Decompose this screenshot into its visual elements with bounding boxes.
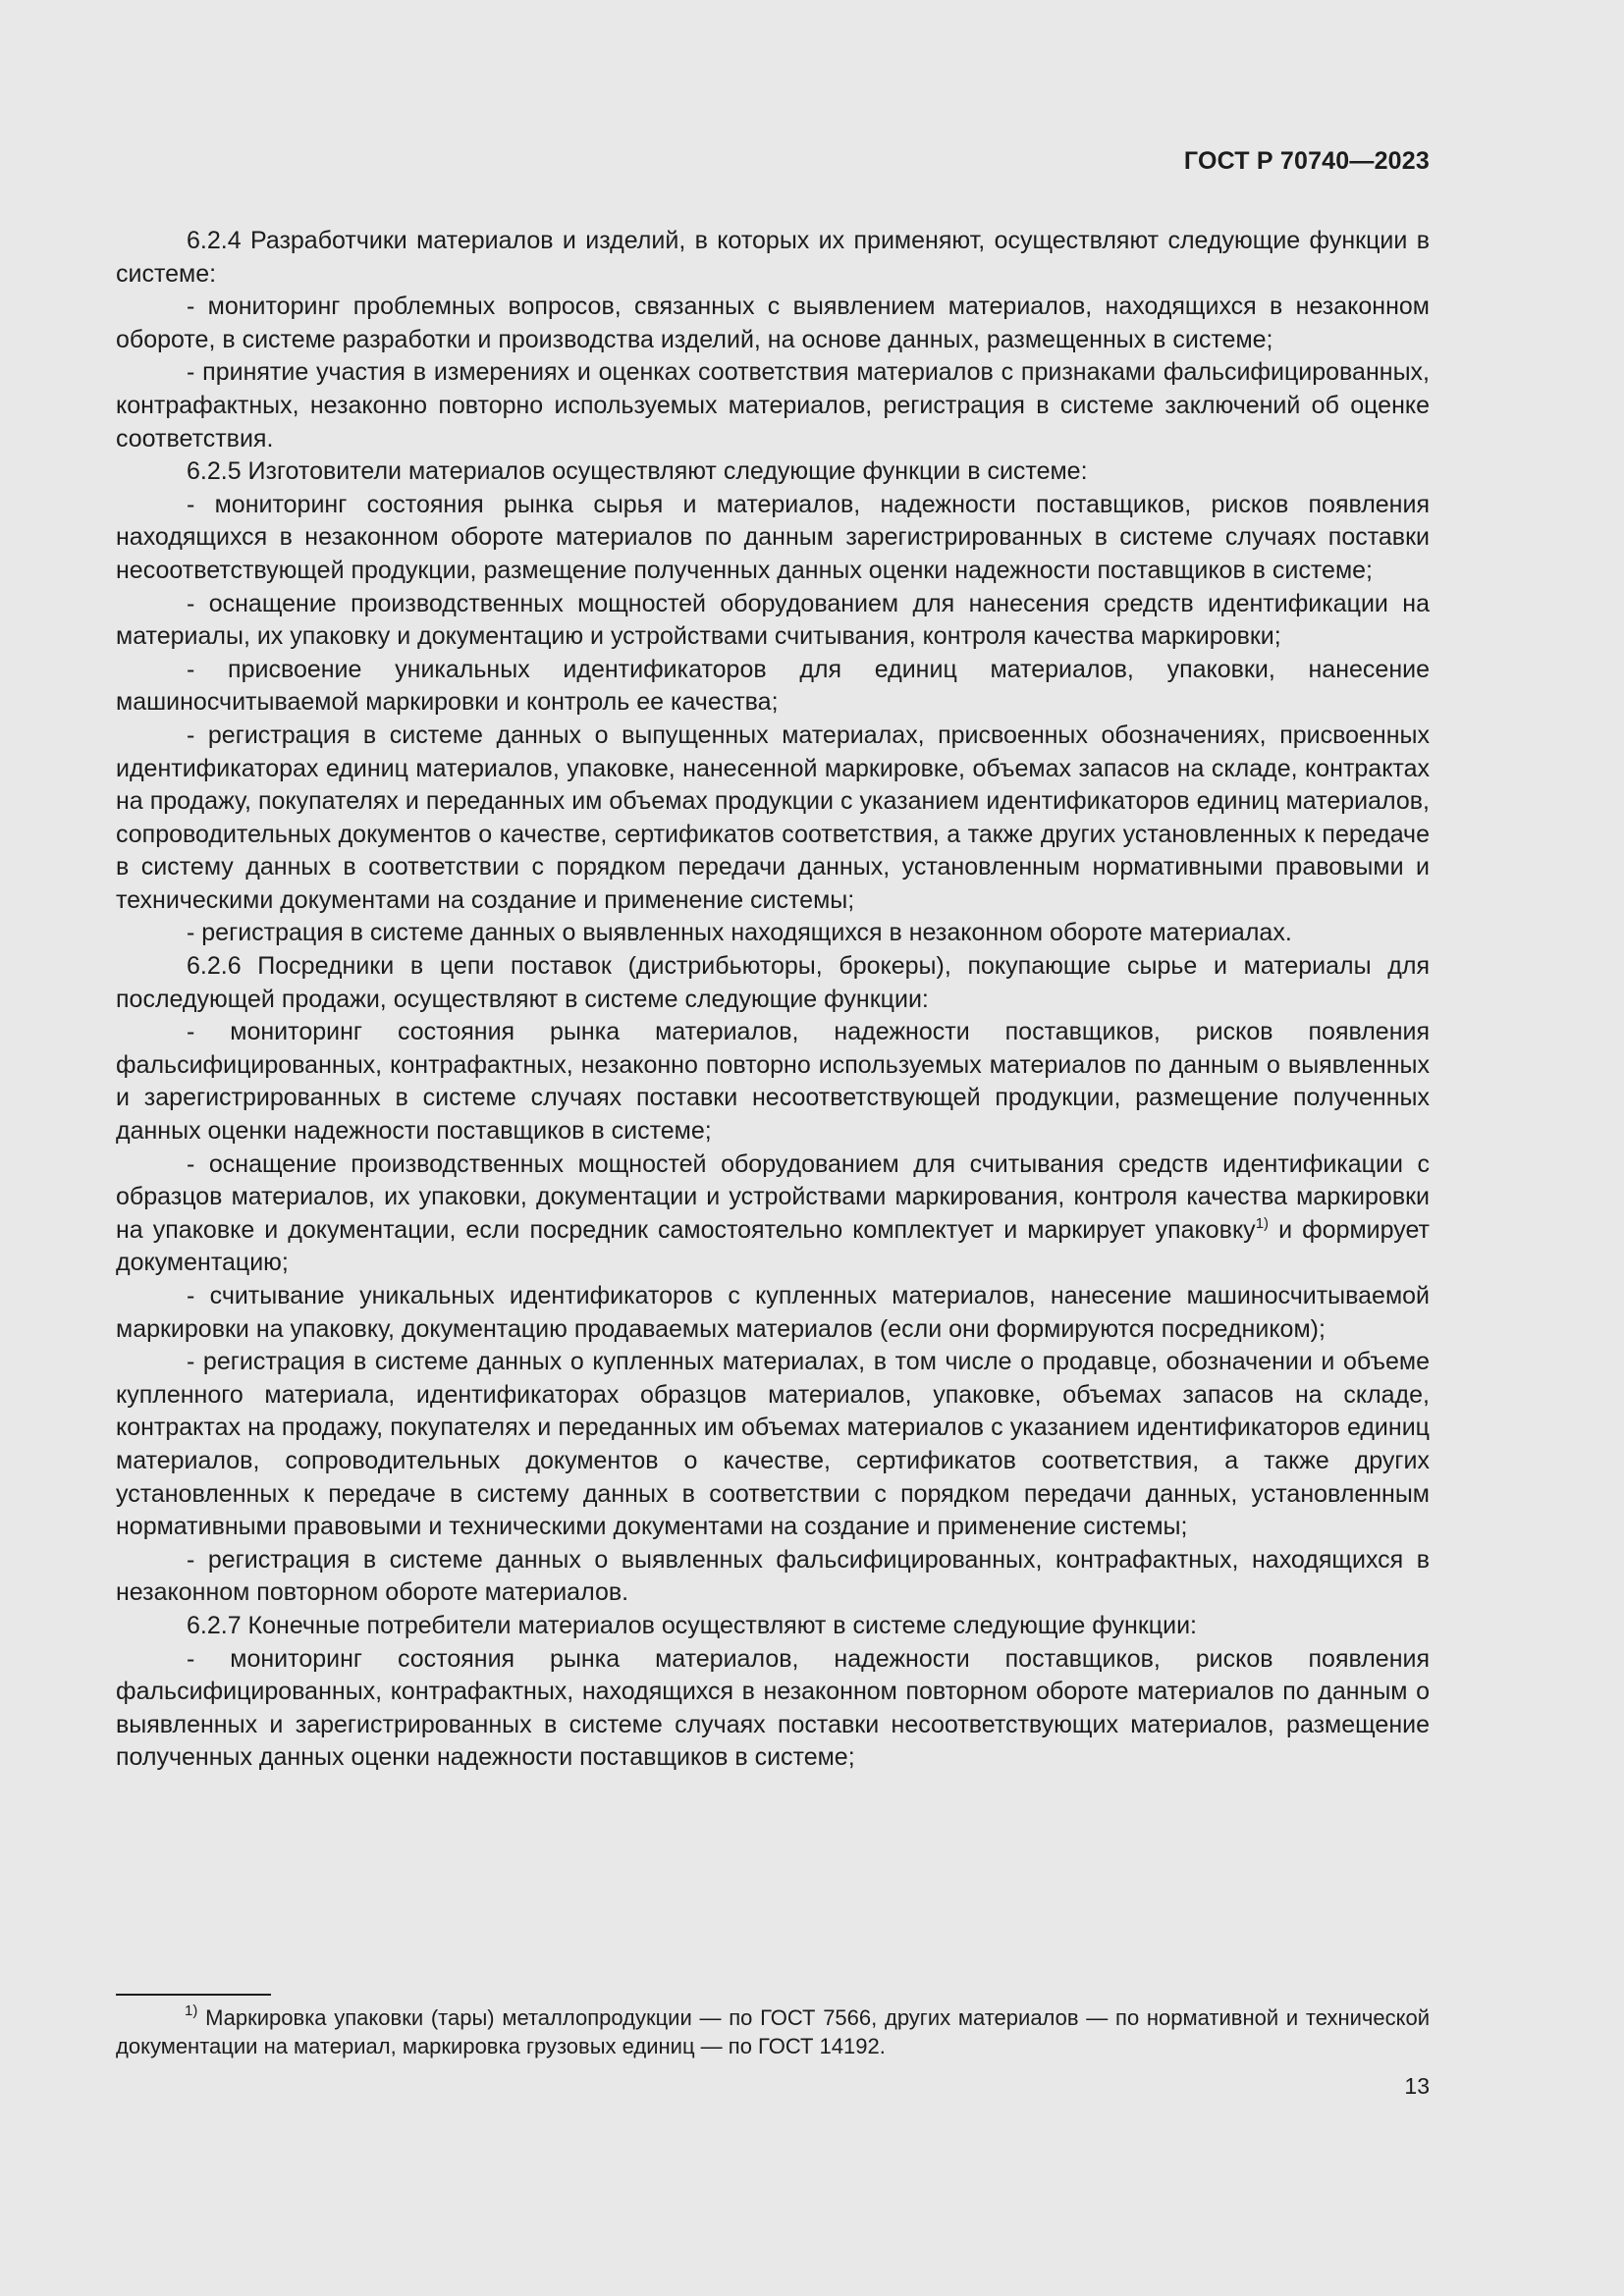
footnote	[116, 2003, 1430, 2060]
paragraph: 6.2.7 Конечные потребители материалов осуществляют в системе следующие функции:	[187, 1611, 1197, 1639]
paragraph-with-footnote	[116, 1148, 1430, 1280]
paragraph: - оснащение производственных мощностей оборудованием для нанесения средств идентификации на материалы, их упаковку и документацию и устройствами считывания, контроля качества маркировки;	[116, 589, 1430, 651]
paragraph: - присвоение уникальных идентификаторов для единиц материалов, упаковки, нанесение машиносчитываемой маркировки и контроль ее качества;	[116, 655, 1430, 717]
paragraph: - регистрация в системе данных о купленных материалах, в том числе о продавце, обозначении и объеме купленного материала, идентификаторах образцов материалов, упаковке, объемах запасов на складе, контрактах на продажу, покупателях и переданных им объемах материалов с указанием идентификаторов единиц материалов, сопроводительных документов о качестве, сертификатов соответствия, а также других установленных к передаче в систему данных в соответствии с порядком передачи данных, установленным нормативными правовыми и техническими документами на создание и применение системы;	[116, 1348, 1430, 1541]
paragraph: - мониторинг проблемных вопросов, связанных с выявлением материалов, находящихся в незаконном обороте, в системе разработки и производства изделий, на основе данных, размещенных в системе;	[116, 293, 1430, 353]
paragraph-text: - оснащение производственных мощностей оборудованием для считывания средств идентификации с образцов материалов, их упаковки, документации и устройствами маркирования, контроля качества маркировки на упаковке и документации, если посредник самостоятельно комплектует и маркирует упаковку	[116, 1149, 1430, 1244]
standard-code-header: ГОСТ Р 70740—2023	[1183, 147, 1430, 175]
footnote-marker: 1)	[185, 2002, 198, 2019]
paragraph: - мониторинг состояния рынка сырья и материалов, надежности поставщиков, рисков появления находящихся в незаконном обороте материалов по данным зарегистрированных в системе случаях поставки несоответствующей продукции, размещение полученных данных оценки надежности поставщиков в системе;	[116, 490, 1430, 584]
paragraph: - регистрация в системе данных о выявленных находящихся в незаконном обороте материалах.	[187, 919, 1292, 947]
footnote-body: Маркировка упаковки (тары) металлопродукции — по ГОСТ 7566, других материалов — по нормативной и технической документации на материал, маркировка грузовых единиц — по ГОСТ 14192.	[116, 2005, 1430, 2058]
paragraph: - принятие участия в измерениях и оценках соответствия материалов с признаками фальсифицированных, контрафактных, незаконно повторно используемых материалов, регистрация в системе заключений об оценке соответствия.	[116, 358, 1430, 453]
paragraph: - мониторинг состояния рынка материалов, надежности поставщиков, рисков появления фальсифицированных, контрафактных, находящихся в незаконном повторном обороте материалов по данным о выявленных и зарегистрированных в системе случаях поставки несоответствующих материалов, размещение полученных данных оценки надежности поставщиков в системе;	[116, 1644, 1430, 1772]
paragraph: - регистрация в системе данных о выпущенных материалах, присвоенных обозначениях, присвоенных идентификаторах единиц материалов, упаковке, нанесенной маркировке, объемах запасов на складе, контрактах на продажу, покупателях и переданных им объемах продукции с указанием идентификаторов единиц материалов, сопроводительных документов о качестве, сертификатов соответствия, а также других установленных к передаче в систему данных в соответствии с порядком передачи данных, установленным нормативными правовыми и техническими документами на создание и применение системы;	[116, 721, 1430, 914]
footnote-reference[interactable]: 1)	[1255, 1214, 1270, 1232]
paragraph: - регистрация в системе данных о выявленных фальсифицированных, контрафактных, находящихся в незаконном повторном обороте материалов.	[116, 1545, 1430, 1607]
footnote-separator	[116, 1994, 271, 1996]
paragraph: 6.2.5 Изготовители материалов осуществляют следующие функции в системе:	[187, 457, 1088, 486]
paragraph-text: и формирует документацию;	[116, 1215, 1430, 1277]
paragraph: 6.2.6 Посредники в цепи поставок (дистрибьюторы, брокеры), покупающие сырье и материалы для последующей продажи, осуществляют в системе следующие функции:	[116, 952, 1430, 1013]
page-number: 13	[1404, 2073, 1430, 2099]
paragraph: 6.2.4 Разработчики материалов и изделий, в которых их применяют, осуществляют следующие функции в системе:	[116, 227, 1430, 288]
body-text	[116, 225, 1430, 1775]
paragraph: - мониторинг состояния рынка материалов, надежности поставщиков, рисков появления фальсифицированных, контрафактных, незаконно повторно используемых материалов по данным о выявленных и зарегистрированных в системе случаях поставки несоответствующей продукции, размещение полученных данных оценки надежности поставщиков в системе;	[116, 1018, 1430, 1146]
paragraph: - считывание уникальных идентификаторов с купленных материалов, нанесение машиносчитываемой маркировки на упаковку, документацию продаваемых материалов (если они формируются посредником);	[116, 1282, 1430, 1343]
footnote-text	[116, 2003, 1430, 2060]
